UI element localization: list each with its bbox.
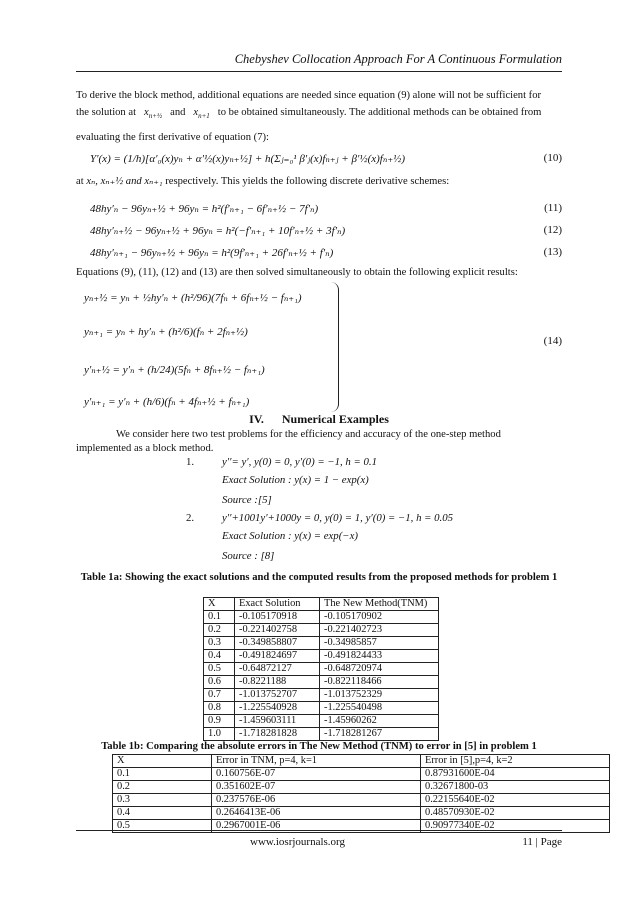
intro-line-3: evaluating the first derivative of equation (7): <box>76 132 269 143</box>
table-cell: -0.822118466 <box>320 676 439 689</box>
table-cell: 0.9 <box>204 715 235 728</box>
table-cell: -1.718281267 <box>320 728 439 741</box>
section-text-1: We consider here two test problems for the efficiency and accuracy of the one-step method <box>116 429 501 440</box>
table-row <box>113 768 610 781</box>
table-row <box>204 663 439 676</box>
example-1-source: Source :[5] <box>222 494 272 506</box>
at-prefix: at <box>76 176 84 187</box>
table-1a-header-row <box>204 598 439 611</box>
table-cell: -0.491824433 <box>320 650 439 663</box>
table-cell: 0.3 <box>113 794 212 807</box>
table-cell: -0.105170918 <box>235 611 320 624</box>
table-row <box>204 715 439 728</box>
table-1b-caption: Table 1b: Comparing the absolute errors in The New Method (TNM) to error in [5] in problem 1 <box>101 741 537 752</box>
intro-text-b: to be obtained simultaneously. The additional methods can be obtained from <box>217 107 542 118</box>
equation-11 <box>76 202 562 218</box>
table-row <box>204 676 439 689</box>
table-cell: 0.1 <box>204 611 235 624</box>
example-2-source: Source : [8] <box>222 550 275 562</box>
table-cell: -0.221402723 <box>320 624 439 637</box>
table-cell: -1.459603111 <box>235 715 320 728</box>
section-text-2: implemented as a block method. <box>76 443 214 454</box>
footer-url: www.iosrjournals.org <box>250 836 346 848</box>
table-cell: -0.34985857 <box>320 637 439 650</box>
section-number: IV. <box>249 412 264 426</box>
table-cell: 0.90977340E-02 <box>421 820 610 833</box>
table-header-cell: X <box>204 598 235 611</box>
intro-line-1: To derive the block method, additional equations are needed since equation (9) alone will not be sufficient for <box>76 90 542 101</box>
table-cell: 0.6 <box>204 676 235 689</box>
equation-12-number: (12) <box>543 224 562 236</box>
at-suffix: respectively. This yields the following discrete derivative schemes: <box>165 176 450 187</box>
system-brace <box>330 282 339 412</box>
table-row <box>113 794 610 807</box>
intro-text-a: the solution at <box>76 107 137 118</box>
table-header-cell: X <box>113 755 212 768</box>
equation-13-number: (13) <box>543 246 562 258</box>
table-cell: 0.8 <box>204 702 235 715</box>
table-cell: 0.2 <box>113 781 212 794</box>
at-vars: xₙ, xₙ₊½ and xₙ₊₁ <box>86 176 163 187</box>
table-1a-caption: Table 1a: Showing the exact solutions and the computed results from the proposed methods for problem 1 <box>80 572 558 583</box>
table-row <box>204 650 439 663</box>
table-cell: 0.237576E-06 <box>212 794 421 807</box>
table-cell: -0.8221188 <box>235 676 320 689</box>
table-1b <box>112 754 610 833</box>
equation-11-body: 48hy′ₙ − 96yₙ₊½ + 96yₙ = h²(f′ₙ₊₁ − 6f′ₙ₊½ − 7f′ₙ) <box>90 203 319 215</box>
table-header-cell: The New Method(TNM) <box>320 598 439 611</box>
table-cell: -1.013752707 <box>235 689 320 702</box>
system-row-4: y′ₙ₊₁ = y′ₙ + (h/6)(fₙ + 4fₙ₊½ + fₙ₊₁) <box>84 396 250 408</box>
table-cell: 0.32671800-03 <box>421 781 610 794</box>
equation-13-body: 48hy′ₙ₊₁ − 96yₙ₊½ + 96yₙ = h²(9f′ₙ₊₁ + 26f′ₙ₊½ + f′ₙ) <box>90 247 334 259</box>
example-2-number: 2. <box>186 512 195 524</box>
table-cell: -0.221402758 <box>235 624 320 637</box>
example-1-exact: Exact Solution : y(x) = 1 − exp(x) <box>222 474 369 486</box>
table-row <box>204 702 439 715</box>
system-intro: Equations (9), (11), (12) and (13) are then solved simultaneously to obtain the following explicit results: <box>76 267 518 278</box>
intro-line-2 <box>76 108 562 120</box>
table-header-cell: Error in TNM, p=4, k=1 <box>212 755 421 768</box>
header-rule <box>76 71 562 72</box>
table-cell: 0.48570930E-02 <box>421 807 610 820</box>
var-x-one: x <box>193 107 199 118</box>
equation-11-number: (11) <box>544 202 562 214</box>
equation-10-number: (10) <box>543 152 562 164</box>
table-cell: -1.013752329 <box>320 689 439 702</box>
table-row <box>204 624 439 637</box>
running-header: Chebyshev Collocation Approach For A Continuous Formulation <box>234 52 562 66</box>
example-1-problem: y′′= y′, y(0) = 0, y′(0) = −1, h = 0.1 <box>222 456 378 468</box>
example-2-exact: Exact Solution : y(x) = exp(−x) <box>222 530 358 542</box>
var-x-half: x <box>143 107 149 118</box>
table-cell: 0.2967001E-06 <box>212 820 421 833</box>
table-cell: 1.0 <box>204 728 235 741</box>
equation-12 <box>76 224 562 240</box>
sub-one: n+1 <box>198 112 210 121</box>
table-cell: 0.5 <box>204 663 235 676</box>
table-row <box>204 637 439 650</box>
system-row-1: yₙ₊½ = yₙ + ½hy′ₙ + (h²/96)(7fₙ + 6fₙ₊½ − fₙ₊₁) <box>84 292 302 304</box>
table-cell: 0.351602E-07 <box>212 781 421 794</box>
system-row-3: y′ₙ₊½ = y′ₙ + (h/24)(5fₙ + 8fₙ₊½ − fₙ₊₁) <box>84 364 265 376</box>
table-cell: -0.105170902 <box>320 611 439 624</box>
section-heading <box>0 412 638 427</box>
table-cell: -0.491824697 <box>235 650 320 663</box>
table-cell: -1.45960262 <box>320 715 439 728</box>
equation-10-body: Y′(x) = (1/h)[α′₀(x)yₙ + α′½(x)yₙ₊½] + h(Σⱼ₌₀¹ β′ⱼ(x)fₙ₊ⱼ + β′½(x)fₙ₊½) <box>90 153 406 165</box>
example-2-problem: y′′+1001y′+1000y = 0, y(0) = 1, y′(0) = −1, h = 0.05 <box>222 512 454 524</box>
table-cell: 0.22155640E-02 <box>421 794 610 807</box>
footer-rule <box>76 830 562 831</box>
equation-14-number: (14) <box>543 335 562 347</box>
table-cell: 0.2 <box>204 624 235 637</box>
sub-half: n+½ <box>148 112 163 121</box>
table-cell: 0.3 <box>204 637 235 650</box>
table-row <box>204 611 439 624</box>
table-cell: 0.4 <box>204 650 235 663</box>
table-cell: 0.7 <box>204 689 235 702</box>
table-cell: 0.87931600E-04 <box>421 768 610 781</box>
section-title: Numerical Examples <box>281 412 389 426</box>
intro-and: and <box>170 107 186 118</box>
table-cell: 0.160756E-07 <box>212 768 421 781</box>
table-cell: 0.2646413E-06 <box>212 807 421 820</box>
table-cell: -0.64872127 <box>235 663 320 676</box>
equation-12-body: 48hy′ₙ₊½ − 96yₙ₊½ + 96yₙ = h²(−f′ₙ₊₁ + 10f′ₙ₊½ + 3f′ₙ) <box>90 225 346 237</box>
system-row-2: yₙ₊₁ = yₙ + hy′ₙ + (h²/6)(fₙ + 2fₙ₊½) <box>84 326 248 338</box>
table-cell: -1.718281828 <box>235 728 320 741</box>
at-line <box>76 177 562 188</box>
table-cell: -1.225540928 <box>235 702 320 715</box>
table-header-cell: Error in [5],p=4, k=2 <box>421 755 610 768</box>
table-row <box>113 807 610 820</box>
footer-page-number: 11 | Page <box>522 836 562 848</box>
table-cell: 0.4 <box>113 807 212 820</box>
table-row <box>204 689 439 702</box>
table-1b-header-row <box>113 755 610 768</box>
table-cell: -1.225540498 <box>320 702 439 715</box>
table-row <box>113 781 610 794</box>
table-row <box>204 728 439 741</box>
example-1-number: 1. <box>186 456 195 468</box>
table-header-cell: Exact Solution <box>235 598 320 611</box>
equation-13 <box>76 246 562 262</box>
table-cell: -0.648720974 <box>320 663 439 676</box>
table-cell: 0.1 <box>113 768 212 781</box>
table-cell: -0.349858807 <box>235 637 320 650</box>
table-cell: 0.5 <box>113 820 212 833</box>
table-1a <box>203 597 439 741</box>
equation-10 <box>76 152 562 168</box>
